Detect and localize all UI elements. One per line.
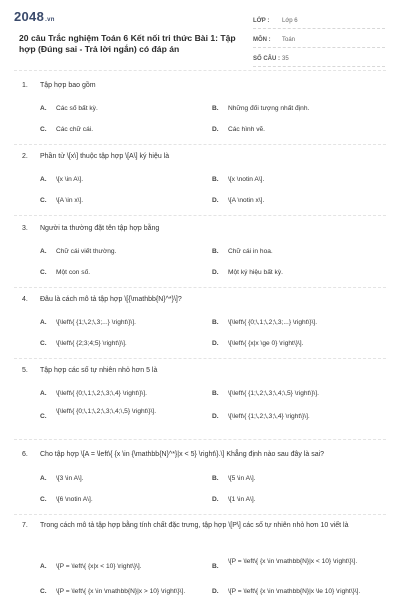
question-5: [22, 365, 380, 376]
site-logo[interactable]: [14, 9, 55, 24]
option-d[interactable]: [212, 495, 372, 505]
option-b[interactable]: [212, 318, 372, 328]
option-text: \[x \notin A\].: [228, 176, 265, 183]
option-text: Những đối tượng nhất định.: [228, 105, 310, 112]
option-text: \[P = \left\{ {x \in \mathbb{N}|x < 10} \right\}\].: [228, 558, 358, 565]
option-text: Các hình vẽ.: [228, 126, 266, 133]
divider: [14, 215, 386, 216]
option-d[interactable]: [212, 339, 372, 349]
question-3: [22, 223, 380, 234]
question-6: [22, 449, 380, 460]
option-label: D.: [212, 588, 219, 595]
option-text: \[\left\{ {0;\,1;\,2;\,3;...} \right\}\].: [228, 319, 318, 326]
option-label: A.: [40, 390, 47, 397]
option-c[interactable]: [40, 196, 200, 206]
meta-value: 35: [282, 56, 289, 62]
option-label: D.: [212, 269, 219, 276]
option-label: B.: [212, 176, 219, 183]
meta-value: Lớp 6: [282, 18, 298, 24]
option-label: C.: [40, 197, 47, 204]
option-text: \[P = \left\{ {x \in \mathbb{N}|x > 10} \right\}\].: [56, 588, 186, 595]
option-d[interactable]: [212, 125, 372, 135]
option-b[interactable]: [212, 474, 372, 484]
question-number: 3.: [22, 225, 28, 232]
option-a[interactable]: [40, 175, 200, 185]
divider: [14, 514, 386, 515]
meta-subject: [253, 33, 385, 48]
page-title: 20 câu Trắc nghiệm Toán 6 Kết nối tri thức Bài 1: Tập hợp (Đúng sai - Trả lời ngắn) có đáp án: [19, 33, 236, 54]
quiz-meta: [253, 14, 385, 71]
logo-main: 2048: [14, 9, 45, 24]
option-text: \[P = \left\{ {x|x < 10} \right\}\].: [56, 563, 142, 570]
question-number: 5.: [22, 367, 28, 374]
question-text: Tập hợp các số tự nhiên nhỏ hơn 5 là: [40, 367, 158, 374]
option-c[interactable]: [40, 125, 200, 135]
question-1: [22, 80, 380, 91]
question-text: Người ta thường đặt tên tập hợp bằng: [40, 225, 160, 232]
option-label: B.: [212, 319, 219, 326]
question-7: [22, 520, 380, 531]
option-text: \[A \in x\].: [56, 197, 84, 204]
option-text: Một ký hiệu bất kỳ.: [228, 269, 283, 276]
option-c[interactable]: [40, 339, 200, 349]
option-label: A.: [40, 105, 47, 112]
option-text: \[6 \notin A\].: [56, 496, 93, 503]
option-label: A.: [40, 248, 47, 255]
option-label: D.: [212, 496, 219, 503]
option-c[interactable]: [40, 407, 200, 422]
meta-value: Toán: [282, 37, 296, 43]
option-label: A.: [40, 319, 47, 326]
option-d[interactable]: [212, 587, 372, 597]
option-text: \[\left\{ {0;\,1;\,2;\,3;\,4;\,5} \right\}\].: [56, 408, 157, 415]
question-text: Phần tử \[x\] thuộc tập hợp \[A\] ký hiệu là: [40, 153, 170, 160]
option-text: \[P = \left\{ {x \in \mathbb{N}|x \le 10} \right\}\].: [228, 588, 361, 595]
option-label: C.: [40, 413, 47, 420]
option-c[interactable]: [40, 587, 200, 597]
option-text: Các số bất kỳ.: [56, 105, 98, 112]
option-b[interactable]: [212, 175, 372, 185]
divider: [14, 70, 386, 71]
option-a[interactable]: [40, 247, 200, 257]
divider: [14, 439, 386, 440]
option-label: D.: [212, 126, 219, 133]
option-a[interactable]: [40, 318, 200, 328]
question-number: 1.: [22, 82, 28, 89]
option-text: \[1 \in A\].: [228, 496, 256, 503]
option-a[interactable]: [40, 474, 200, 484]
option-text: Chữ cái in hoa.: [228, 248, 273, 255]
meta-label: SỐ CÂU :: [253, 56, 280, 62]
option-label: C.: [40, 126, 47, 133]
option-a[interactable]: [40, 104, 200, 114]
option-label: D.: [212, 413, 219, 420]
option-text: \[\left\{ {1;\,2;\,3;\,4} \right\}\].: [228, 413, 310, 420]
option-text: Các chữ cái.: [56, 126, 94, 133]
divider: [14, 144, 386, 145]
option-label: C.: [40, 588, 47, 595]
option-text: \[\left\{ {x|x \ge 0} \right\}\].: [228, 340, 304, 347]
option-b[interactable]: [212, 389, 372, 399]
logo-tld: .vn: [45, 17, 55, 23]
option-text: \[\left\{ {0;\,1;\,2;\,3;\,4} \right\}\].: [56, 390, 147, 397]
option-label: A.: [40, 563, 47, 570]
option-text: \[3 \in A\].: [56, 475, 84, 482]
question-number: 4.: [22, 296, 28, 303]
option-text: Chữ cái viết thường.: [56, 248, 117, 255]
option-label: A.: [40, 176, 47, 183]
option-label: B.: [212, 563, 219, 570]
option-d[interactable]: [212, 196, 372, 206]
option-b[interactable]: [212, 247, 372, 257]
option-text: \[\left\{ {1;\,2;\,3;\,4;\,5} \right\}\].: [228, 390, 319, 397]
question-text: Tập hợp bao gồm: [40, 82, 96, 89]
option-b[interactable]: [212, 557, 372, 572]
option-label: C.: [40, 496, 47, 503]
page-header: [0, 0, 400, 66]
option-label: C.: [40, 269, 47, 276]
option-text: \[x \in A\].: [56, 176, 84, 183]
option-text: \[\left\{ {1;\,2;\,3;...} \right\}\].: [56, 319, 136, 326]
option-a[interactable]: [40, 562, 200, 572]
option-label: D.: [212, 197, 219, 204]
option-label: B.: [212, 390, 219, 397]
question-text: Trong cách mô tả tập hợp bằng tính chất đặc trưng, tập hợp \[P\] các số tự nhiên nhỏ hơn 10 viết là: [40, 522, 349, 529]
option-text: \[\left\{ {2;3;4;5} \right\}\].: [56, 340, 127, 347]
option-c[interactable]: [40, 495, 200, 505]
meta-label: LỚP :: [253, 18, 270, 24]
meta-count: [253, 52, 385, 67]
option-label: B.: [212, 105, 219, 112]
option-label: A.: [40, 475, 47, 482]
option-label: D.: [212, 340, 219, 347]
option-b[interactable]: [212, 104, 372, 114]
divider: [14, 358, 386, 359]
option-d[interactable]: [212, 268, 372, 278]
option-a[interactable]: [40, 389, 200, 399]
option-label: B.: [212, 248, 219, 255]
meta-class: [253, 14, 385, 29]
option-c[interactable]: [40, 268, 200, 278]
question-number: 7.: [22, 522, 28, 529]
question-number: 6.: [22, 451, 28, 458]
divider: [14, 287, 386, 288]
question-text: Cho tập hợp \[A = \left\{ {x \in {\mathbb{N}^*}|x < 5} \right\}.\] Khẳng định nào sau đây là sai?: [40, 451, 325, 458]
meta-label: MÔN :: [253, 37, 271, 43]
question-2: [22, 151, 380, 162]
question-text: Đâu là cách mô tả tập hợp \[{\mathbb{N}^*}\]?: [40, 296, 182, 303]
option-label: B.: [212, 475, 219, 482]
option-d[interactable]: [212, 412, 372, 422]
question-number: 2.: [22, 153, 28, 160]
option-text: Một con số.: [56, 269, 91, 276]
option-label: C.: [40, 340, 47, 347]
option-text: \[5 \in A\].: [228, 475, 256, 482]
question-4: [22, 294, 380, 305]
option-text: \[A \notin x\].: [228, 197, 265, 204]
